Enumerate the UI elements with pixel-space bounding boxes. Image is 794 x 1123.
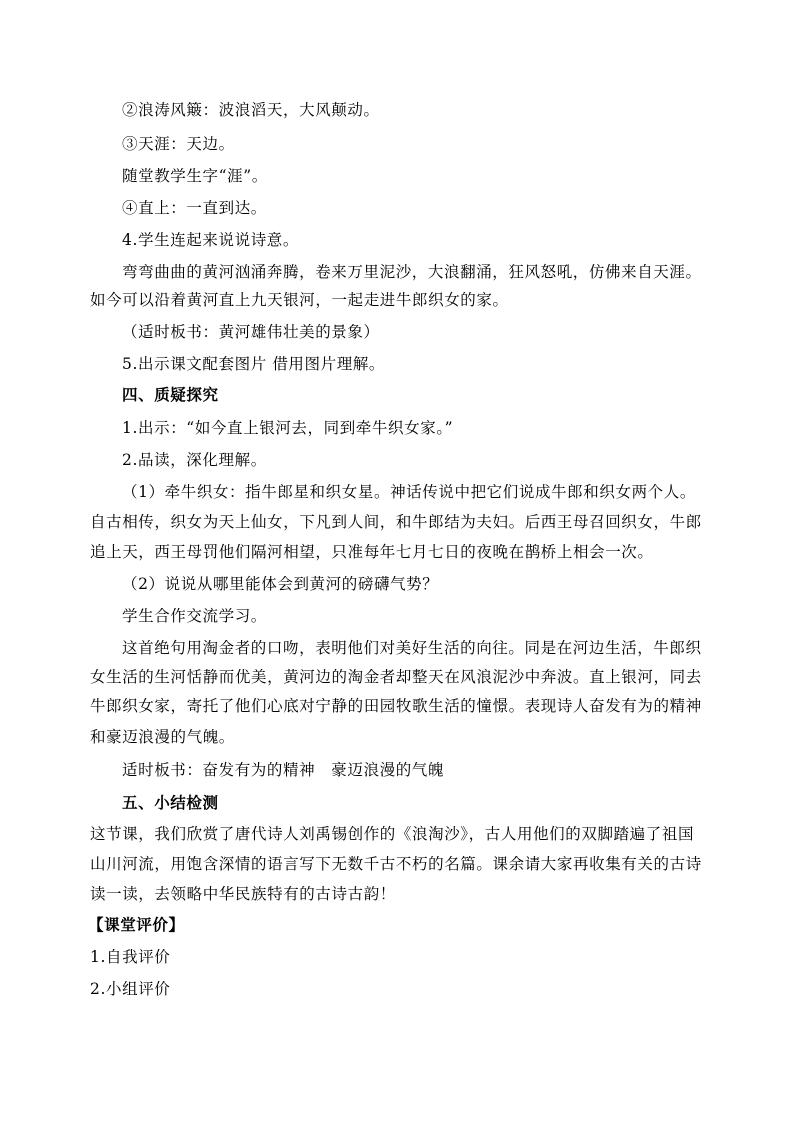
text-line-17: 学生合作交流学习。 xyxy=(122,607,267,625)
text-line-3: 随堂教学生字“涯”。 xyxy=(122,167,268,185)
text-line-5: 4.学生连起来说说诗意。 xyxy=(122,231,299,249)
text-line-14: 自古相传，织女为天上仙女，下凡到人间，和牛郎结为夫妇。后西王母召回织女，牛郎 xyxy=(90,513,702,531)
text-line-11: 1.出示：“如今直上银河去，同到牵牛织女家。” xyxy=(122,419,454,437)
text-line-4: ④直上：一直到达。 xyxy=(122,199,267,217)
text-line-28: 1.自我评价 xyxy=(90,948,171,966)
text-line-21: 和豪迈浪漫的气魄。 xyxy=(90,728,235,746)
section-heading-4: 四、质疑探究 xyxy=(122,385,219,404)
text-line-26: 读一读，去领略中华民族特有的古诗古韵！ xyxy=(90,885,396,903)
text-line-13: （1）牵牛织女：指牛郎星和织女星。神话传说中把它们说成牛郎和织女两个人。 xyxy=(122,483,696,501)
section-heading-5: 五、小结检测 xyxy=(122,793,219,812)
text-line-8: （适时板书：黄河雄伟壮美的景象） xyxy=(122,323,380,341)
text-line-15: 追上天，西王母罚他们隔河相望，只准每年七月七日的夜晚在鹊桥上相会一次。 xyxy=(90,543,654,561)
text-line-29: 2.小组评价 xyxy=(90,980,171,998)
text-line-24: 这节课，我们欣赏了唐代诗人刘禹锡创作的《浪淘沙》，古人用他们的双脚踏遍了祖国 xyxy=(90,825,695,843)
text-line-16: （2）说说从哪里能体会到黄河的磅礴气势？ xyxy=(122,575,439,593)
text-line-22: 适时板书：奋发有为的精神 豪迈浪漫的气魄 xyxy=(122,761,445,779)
text-line-19: 女生活的生河恬静而优美，黄河边的淘金者却整天在风浪泥沙中奔波。直上银河，同去 xyxy=(90,668,702,686)
text-line-18: 这首绝句用淘金者的口吻，表明他们对美好生活的向往。同是在河边生活，牛郎织 xyxy=(122,639,702,657)
text-line-6: 弯弯曲曲的黄河汹涌奔腾，卷来万里泥沙，大浪翻涌，狂风怒吼，仿佛来自天涯。 xyxy=(122,263,702,281)
text-line-12: 2.品读，深化理解。 xyxy=(122,451,267,469)
text-line-9: 5.出示课文配套图片 借用图片理解。 xyxy=(122,355,386,373)
text-line-1: ②浪涛风簸：波浪滔天，大风颠动。 xyxy=(122,101,380,119)
text-line-20: 牛郎织女家，寄托了他们心底对宁静的田园牧歌生活的憧憬。表现诗人奋发有为的精神 xyxy=(90,697,702,715)
section-heading-evaluation: 【课堂评价】 xyxy=(88,915,185,934)
text-line-25: 山川河流，用饱含深情的语言写下无数千古不朽的名篇。课余请大家再收集有关的古诗 xyxy=(90,855,702,873)
text-line-7: 如今可以沿着黄河直上九天银河，一起走进牛郎织女的家。 xyxy=(90,291,509,309)
text-line-2: ③天涯：天边。 xyxy=(122,135,235,153)
